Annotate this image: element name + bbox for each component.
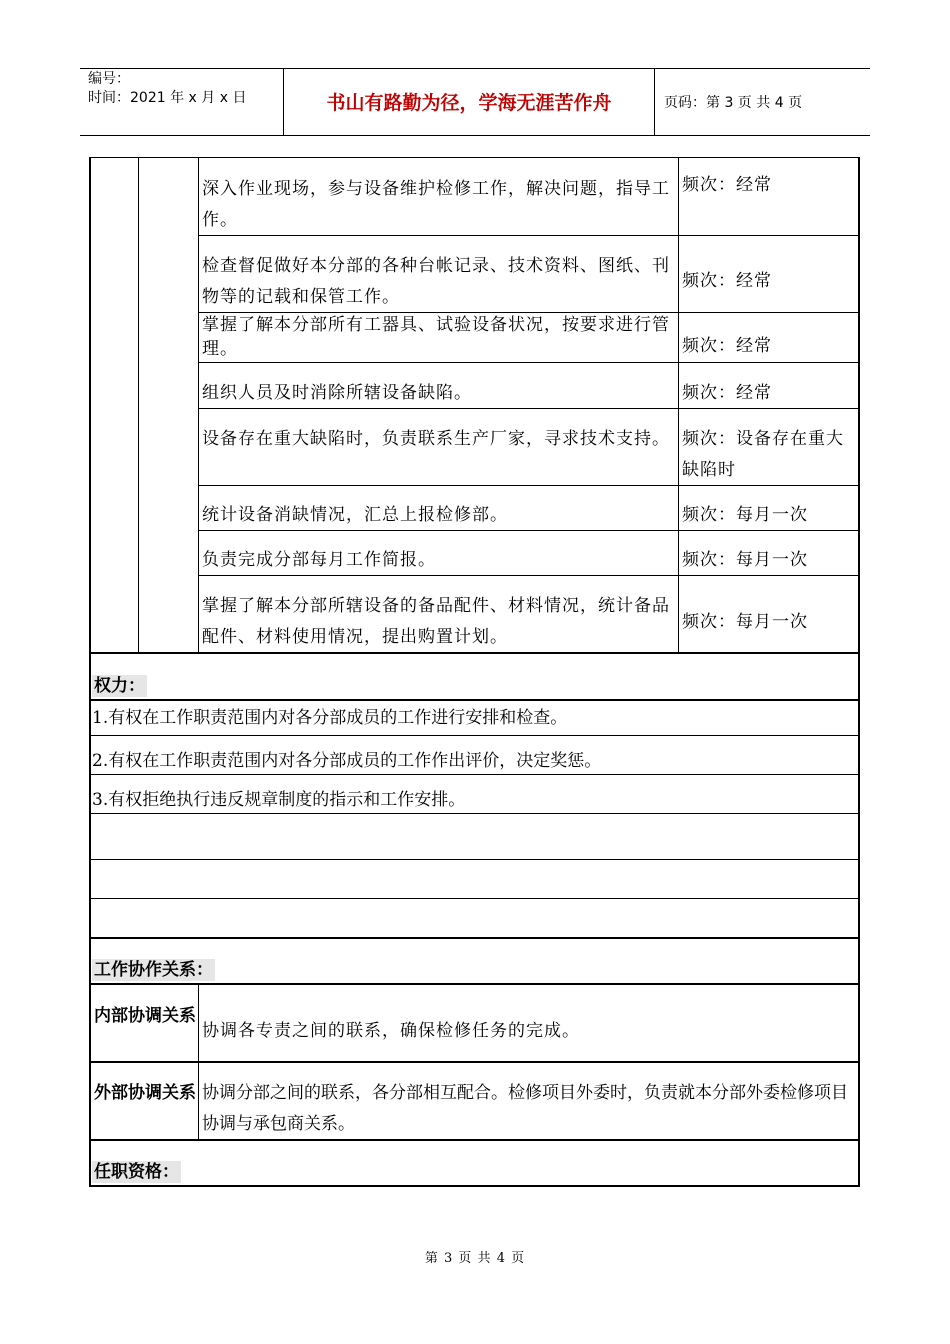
authority-rule-2	[89, 735, 860, 736]
duty-freq-6: 频次：每月一次	[682, 505, 808, 525]
duty-text-6: 统计设备消缺情况，汇总上报检修部。	[202, 505, 508, 525]
external-coordination-label: 外部协调关系	[94, 1083, 196, 1103]
duty-text-1: 深入作业现场，参与设备维护检修工作，解决问题，指导工作。	[202, 179, 670, 230]
qualification-title: 任职资格：	[94, 1162, 179, 1182]
cooperation-rule-1	[89, 983, 860, 985]
cooperation-title: 工作协作关系：	[94, 960, 213, 980]
duty-text-3: 掌握了解本分部所有工器具、试验设备状况，按要求进行管理。	[202, 315, 670, 359]
authority-rule-6	[89, 898, 860, 899]
header-date-label: 时间：2021 年 x 月 x 日	[88, 90, 247, 106]
table-bottom-border	[89, 1185, 860, 1187]
external-coordination-text: 协调分部之间的联系，各分部相互配合。检修项目外委时，负责就本分部外委检修项目协调与承包商关系。	[202, 1083, 848, 1134]
internal-coordination-label: 内部协调关系	[94, 1006, 196, 1026]
duty-text-8: 掌握了解本分部所辖设备的备品配件、材料情况，统计备品配件、材料使用情况，提出购置计划。	[202, 596, 670, 647]
header-top-rule	[80, 68, 870, 69]
authority-rule-1	[89, 699, 860, 701]
duty-freq-7: 频次：每月一次	[682, 550, 808, 570]
duty-freq-4: 频次：经常	[682, 383, 772, 403]
duty-freq-1: 频次：经常	[682, 175, 772, 195]
authority-item-1: 1.有权在工作职责范围内对各分部成员的工作进行安排和检查。	[92, 708, 568, 728]
duty-text-7: 负责完成分部每月工作简报。	[202, 550, 436, 570]
duty-text-4: 组织人员及时消除所辖设备缺陷。	[202, 383, 472, 403]
authority-title: 权力：	[94, 676, 145, 696]
duties-col-divider-1	[138, 157, 139, 653]
duty-freq-2: 频次：经常	[682, 271, 772, 291]
authority-rule-3	[89, 774, 860, 775]
internal-coordination-text: 协调各专责之间的联系，确保检修任务的完成。	[202, 1021, 580, 1041]
header-divider-right	[654, 68, 655, 135]
authority-item-2: 2.有权在工作职责范围内对各分部成员的工作作出评价，决定奖惩。	[92, 751, 602, 771]
duties-col-divider-2	[198, 157, 199, 653]
duties-col-divider-3	[678, 157, 679, 653]
authority-rule-5	[89, 859, 860, 860]
header-number-label: 编号：	[88, 71, 130, 87]
header-bottom-rule	[80, 135, 870, 136]
duty-text-2: 检查督促做好本分部的各种台帐记录、技术资料、图纸、刊物等的记载和保管工作。	[202, 256, 670, 307]
duty-freq-5: 频次：设备存在重大缺陷时	[682, 429, 844, 480]
cooperation-bottom-rule	[89, 1139, 860, 1141]
header-motto: 书山有路勤为径，学海无涯苦作舟	[326, 92, 612, 114]
cooperation-rule-2	[89, 1061, 860, 1063]
duty-freq-8: 频次：每月一次	[682, 612, 808, 632]
authority-bottom-rule	[89, 937, 860, 939]
table-left-border	[89, 157, 91, 1187]
page-footer: 第 3 页 共 4 页	[424, 1251, 526, 1266]
header-meta	[88, 70, 246, 108]
duties-top-rule	[89, 157, 860, 158]
header-page-label: 页码：第 3 页 共 4 页	[664, 95, 803, 111]
duty-rule-3	[198, 362, 860, 363]
authority-rule-4	[89, 813, 860, 814]
authority-item-3: 3.有权拒绝执行违反规章制度的指示和工作安排。	[92, 790, 466, 810]
duty-freq-3: 频次：经常	[682, 336, 772, 356]
duty-text-5: 设备存在重大缺陷时，负责联系生产厂家，寻求技术支持。	[202, 429, 670, 449]
